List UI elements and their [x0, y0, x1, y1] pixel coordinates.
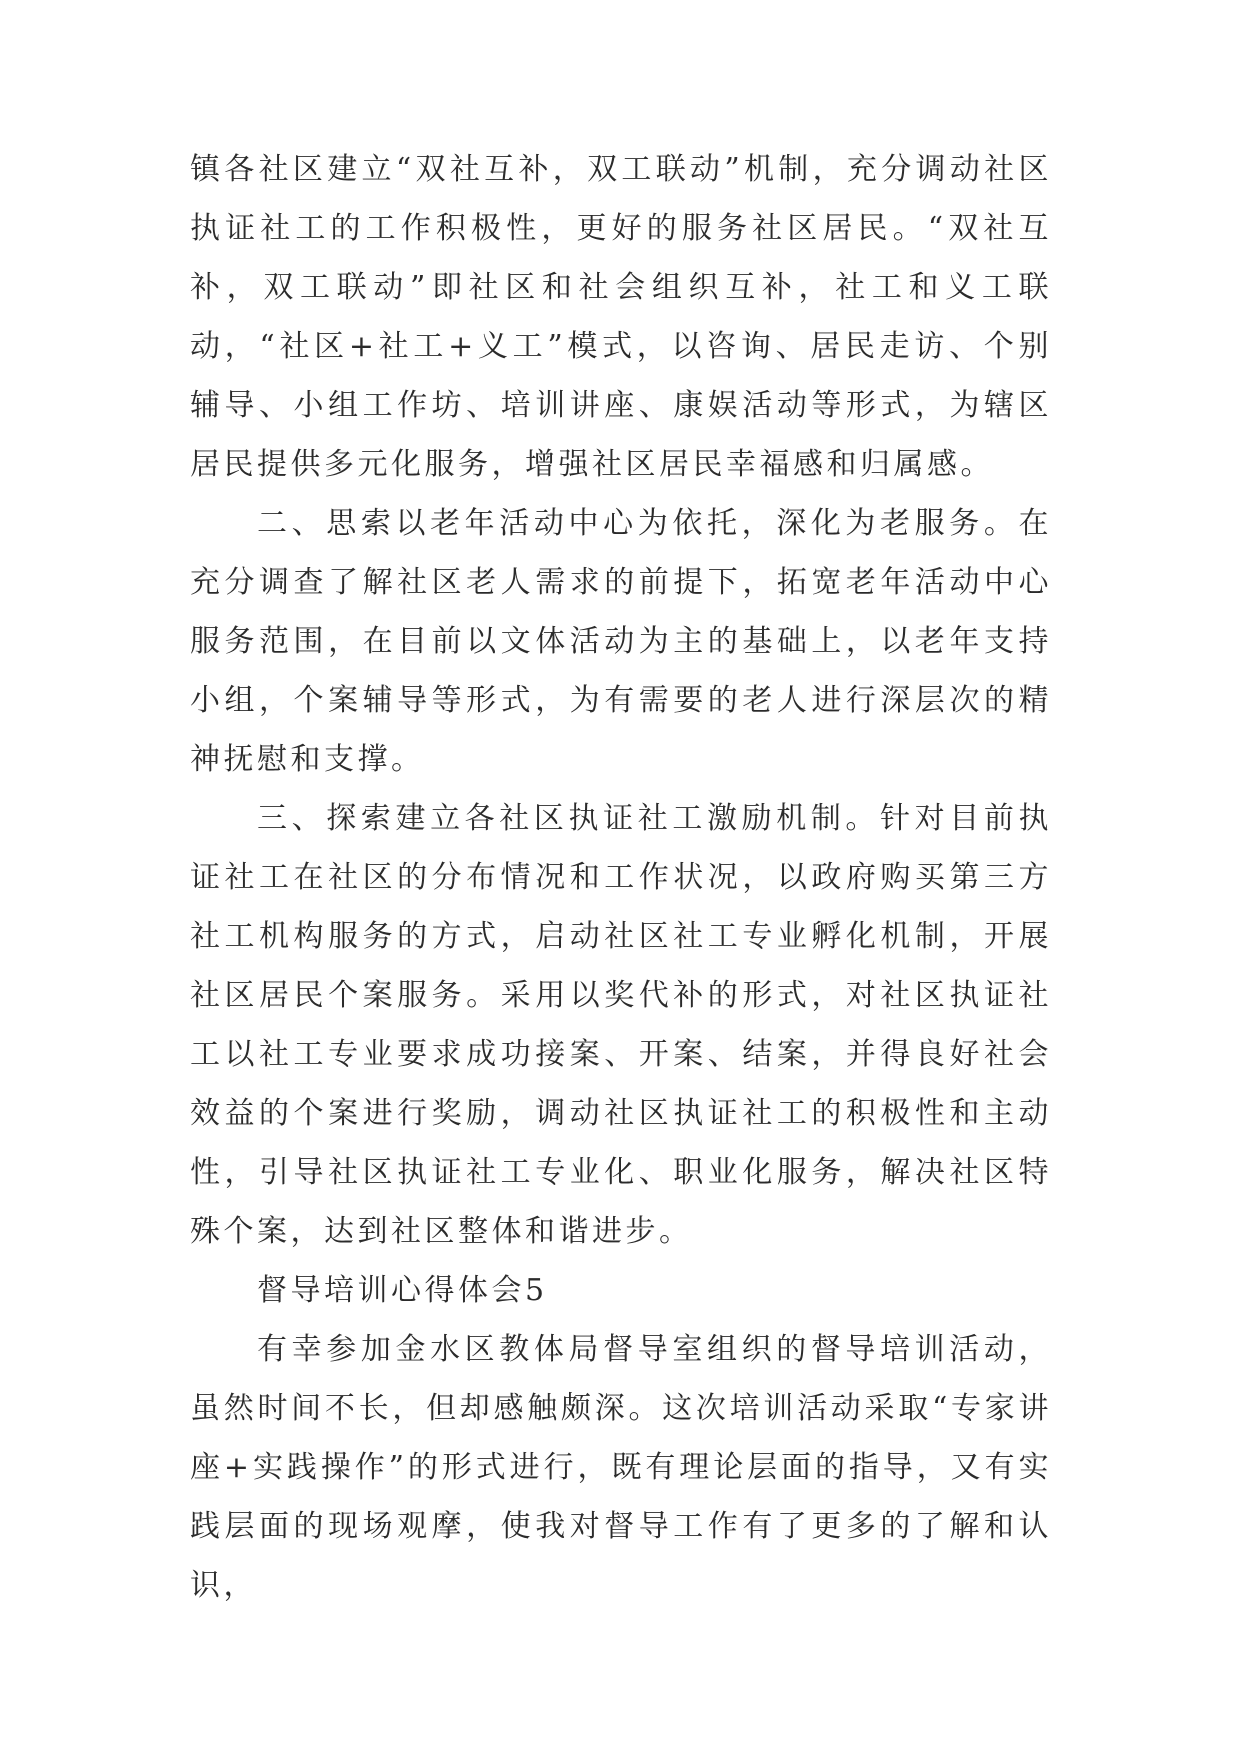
- paragraph-continuation: 镇各社区建立“双社互补，双工联动”机制，充分调动社区执证社工的工作积极性，更好的服务社区居民。“双社互补，双工联动”即社区和社会组织互补，社工和义工联动，“社区+社工+义工”模式，以咨询、居民走访、个别辅导、小组工作坊、培训讲座、康娱活动等形式，为辖区居民提供多元化服务，增强社区居民幸福感和归属感。: [190, 152, 1052, 482]
- paragraph-point-two: 二、思索以老年活动中心为依托，深化为老服务。在充分调查了解社区老人需求的前提下，拓宽老年活动中心服务范围，在目前以文体活动为主的基础上，以老年支持小组，个案辅导等形式，为有需要的老人进行深层次的精神抚慰和支撑。: [190, 506, 1052, 777]
- paragraph-point-three: 三、探索建立各社区执证社工激励机制。针对目前执证社工在社区的分布情况和工作状况，以政府购买第三方社工机构服务的方式，启动社区社工专业孵化机制，开展社区居民个案服务。采用以奖代补的形式，对社区执证社工以社工专业要求成功接案、开案、结案，并得良好社会效益的个案进行奖励，调动社区执证社工的积极性和主动性，引导社区执证社工专业化、职业化服务，解决社区特殊个案，达到社区整体和谐进步。: [190, 801, 1052, 1249]
- document-page: [190, 140, 1052, 1615]
- section-heading: 督导培训心得体会5: [257, 1273, 548, 1308]
- paragraph-final: 有幸参加金水区教体局督导室组织的督导培训活动，虽然时间不长，但却感触颇深。这次培训活动采取“专家讲座+实践操作”的形式进行，既有理论层面的指导，又有实践层面的现场观摩，使我对督导工作有了更多的了解和认识，: [190, 1332, 1052, 1603]
